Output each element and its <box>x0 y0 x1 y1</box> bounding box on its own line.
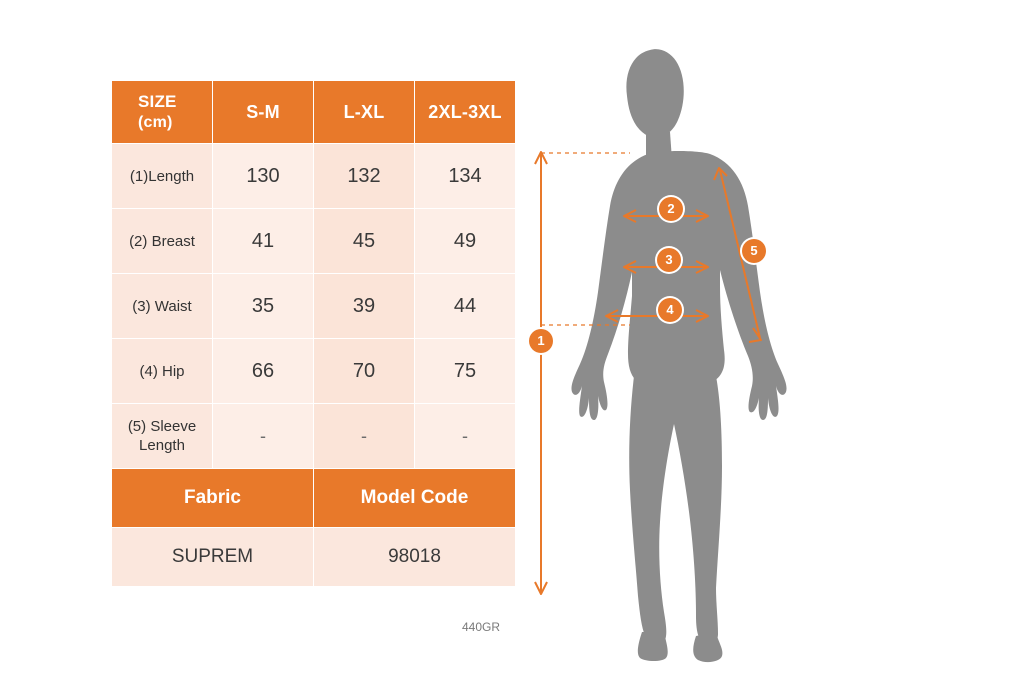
header-size-text: SIZE <box>138 92 177 111</box>
row-label-waist: (3) Waist <box>112 274 213 339</box>
row-label-breast: (2) Breast <box>112 209 213 274</box>
table-row <box>112 209 516 274</box>
row-label-sleeve-length: (5) Sleeve Length <box>112 404 213 469</box>
cell-waist-2xl-3xl: 44 <box>415 274 516 339</box>
badge-breast: 2 <box>659 197 683 221</box>
header-column-2xl-3xl: 2XL-3XL <box>415 81 516 144</box>
footer-value-model-code: 98018 <box>314 528 516 587</box>
female-silhouette-icon <box>571 49 786 662</box>
row-label-length: (1)Length <box>112 144 213 209</box>
cell-breast-s-m: 41 <box>213 209 314 274</box>
cell-hip-s-m: 66 <box>213 339 314 404</box>
row-label-hip: (4) Hip <box>112 339 213 404</box>
table-row <box>112 404 516 469</box>
table-footer-value-row <box>112 528 516 587</box>
cell-sleeve-l-xl: - <box>314 404 415 469</box>
cell-breast-l-xl: 45 <box>314 209 415 274</box>
fabric-weight-note: 440GR <box>462 620 501 634</box>
cell-sleeve-2xl-3xl: - <box>415 404 516 469</box>
cell-breast-2xl-3xl: 49 <box>415 209 516 274</box>
cell-hip-2xl-3xl: 75 <box>415 339 516 404</box>
badge-length: 1 <box>529 329 553 353</box>
header-column-s-m: S-M <box>213 81 314 144</box>
table-row <box>112 339 516 404</box>
size-table <box>111 80 516 587</box>
cell-sleeve-s-m: - <box>213 404 314 469</box>
header-size-unit: (cm) <box>138 114 173 131</box>
table-footer-header-row <box>112 469 516 528</box>
cell-length-l-xl: 132 <box>314 144 415 209</box>
badge-sleeve-length: 5 <box>742 239 766 263</box>
badge-hip: 4 <box>658 298 682 322</box>
cell-waist-s-m: 35 <box>213 274 314 339</box>
badge-waist: 3 <box>657 248 681 272</box>
footer-label-model-code: Model Code <box>314 469 516 528</box>
footer-value-fabric: SUPREM <box>112 528 314 587</box>
header-column-l-xl: L-XL <box>314 81 415 144</box>
cell-waist-l-xl: 39 <box>314 274 415 339</box>
footer-label-fabric: Fabric <box>112 469 314 528</box>
cell-length-2xl-3xl: 134 <box>415 144 516 209</box>
table-row <box>112 144 516 209</box>
table-row <box>112 274 516 339</box>
cell-length-s-m: 130 <box>213 144 314 209</box>
cell-hip-l-xl: 70 <box>314 339 415 404</box>
female-silhouette-diagram <box>520 20 850 670</box>
header-size-label <box>112 81 213 144</box>
table-header-row <box>112 81 516 144</box>
model-figure <box>520 20 850 670</box>
